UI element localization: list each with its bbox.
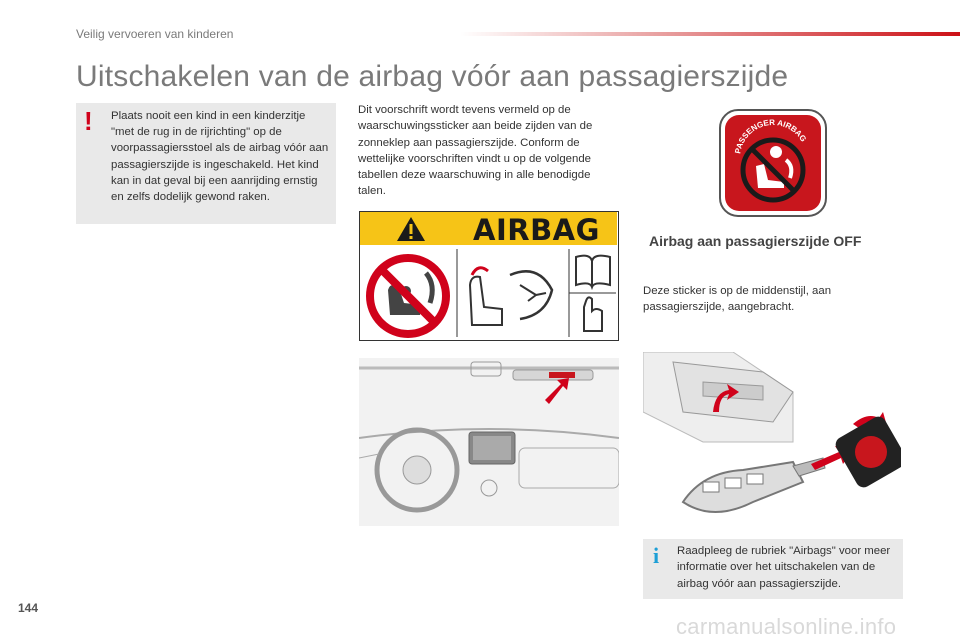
page-number: 144 xyxy=(18,601,39,615)
airbag-label-band xyxy=(360,212,617,245)
warning-exclamation-icon: ! xyxy=(84,106,93,136)
sticker-heading: Airbag aan passagierszijde OFF xyxy=(649,233,862,249)
seat-airbag-icon xyxy=(470,268,552,325)
no-rear-facing-seat-icon xyxy=(370,258,446,334)
pillar-key-drawing xyxy=(643,352,901,527)
warning-triangle-icon xyxy=(395,215,427,243)
airbag-label-word: AIRBAG xyxy=(473,213,600,247)
sticker-description: Deze sticker is op de middenstijl, aan passagierszijde, aangebracht. xyxy=(643,285,832,314)
dashboard-drawing xyxy=(359,358,619,526)
header-rule xyxy=(460,32,960,36)
info-text: Raadpleeg de rubriek "Airbags" voor meer informatie over het uitschakelen van de airbag vóór aan passagierszijde. xyxy=(677,545,891,590)
section-header: Veilig vervoeren van kinderen xyxy=(76,27,234,41)
intro-paragraph: Dit voorschrift wordt tevens vermeld op de waarschuwingssticker aan beide zijden van de zonneklep aan passagierszijde. Conform de wettelijke voorschriften vindt u op de volgende tabellen deze waarschuwing in alle benodigde talen. xyxy=(358,104,593,198)
warning-text: Plaats nooit een kind in een kinderzitje "met de rug in de rijrichting" op de voorpassagiersstoel als de airbag vóór aan passagierszijde is ingeschakeld. Het kind kan in dat geval bij een aanrijding ernstig en zelfs dodelijk gewond raken. xyxy=(111,110,329,204)
info-icon: i xyxy=(653,543,660,568)
page-title: Uitschakelen van de airbag vóór aan passagierszijde xyxy=(76,60,789,93)
dashboard-illustration xyxy=(359,358,619,526)
passenger-airbag-sticker xyxy=(718,108,828,218)
sticker-badge-text: PASSENGER AIRBAG xyxy=(733,117,809,155)
airbag-label-pictograms xyxy=(360,245,617,339)
watermark: carmanualsonline.info xyxy=(676,614,897,639)
pillar-key-illustration xyxy=(643,352,901,527)
airbag-warning-label xyxy=(359,211,619,341)
